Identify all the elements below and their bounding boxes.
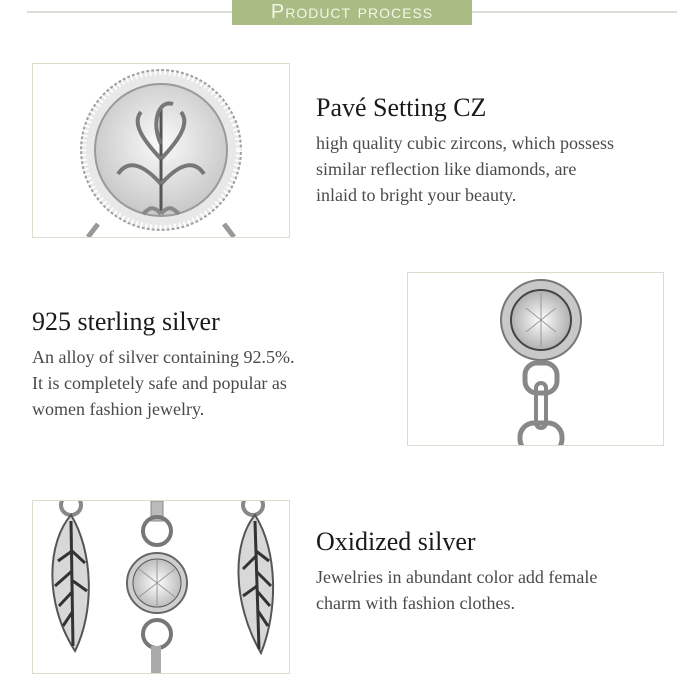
feather-right xyxy=(238,501,273,653)
header-divider-left xyxy=(27,11,232,13)
feature-description: high quality cubic zircons, which possess similar reflection like diamonds, are inlaid to bright your beauty. xyxy=(316,133,614,205)
feature-sterling-silver xyxy=(32,306,392,422)
feature-pave-setting xyxy=(316,92,686,208)
tree-of-life-pendant-icon xyxy=(33,64,289,237)
feature-title: 925 sterling silver xyxy=(32,307,220,336)
oxidized-silver-image xyxy=(32,500,290,674)
sterling-silver-image xyxy=(407,272,664,446)
oxidized-feather-charms-icon xyxy=(33,501,289,673)
feature-title: Pavé Setting CZ xyxy=(316,93,487,122)
charm-center xyxy=(127,501,187,673)
feature-description: Jewelries in abundant color add female charm with fashion clothes. xyxy=(316,567,598,613)
bezel-cz-charm-icon xyxy=(408,273,663,445)
feature-title: Oxidized silver xyxy=(316,527,476,556)
feature-oxidized-silver xyxy=(316,526,686,616)
feature-description: An alloy of silver containing 92.5%. It is completely safe and popular as women fashion jewelry. xyxy=(32,347,295,419)
section-title-banner: Product process xyxy=(232,0,472,25)
feather-left xyxy=(52,501,88,651)
header-divider-right xyxy=(472,11,677,13)
pave-setting-image xyxy=(32,63,290,238)
